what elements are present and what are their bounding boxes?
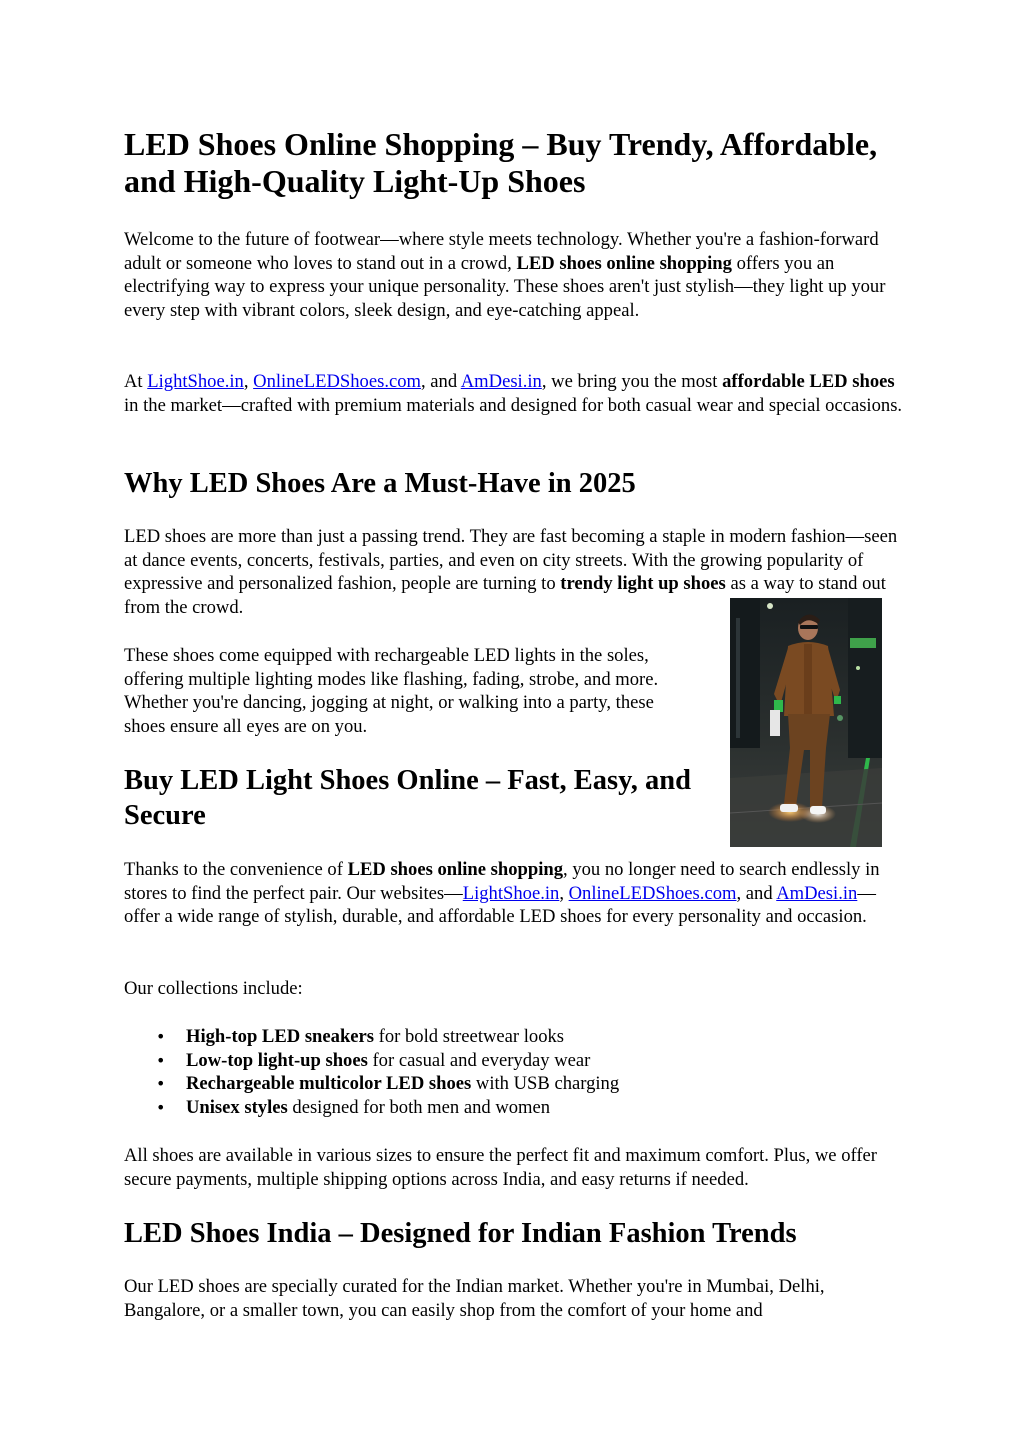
list-item-bold: Low-top light-up shoes: [186, 1049, 368, 1071]
onlineledshoes-link-2[interactable]: OnlineLEDShoes.com: [568, 882, 737, 904]
lightshoe-link-2[interactable]: LightShoe.in: [462, 882, 560, 904]
list-item-text: for casual and everyday wear: [367, 1049, 591, 1071]
why-text-2: as a way to stand out from the crowd.: [124, 573, 886, 619]
sites-text-3: , and: [420, 371, 461, 392]
list-item-bold: Rechargeable multicolor LED shoes: [186, 1073, 472, 1095]
sites-text-1: At: [124, 371, 148, 392]
sizes-paragraph: All shoes are available in various sizes to ensure the perfect fit and maximum comfort. Plus, we offer secure payments, multiple shipping options across India, and easy returns if needed.: [124, 1145, 877, 1190]
list-item-text: for bold streetwear looks: [374, 1026, 565, 1047]
sites-text-2: ,: [243, 371, 254, 392]
section-heading-india: LED Shoes India – Designed for Indian Fashion Trends: [124, 1218, 797, 1249]
page-title: LED Shoes Online Shopping – Buy Trendy, Affordable, and High-Quality Light-Up Shoes: [124, 126, 878, 199]
buy-text-1: Thanks to the convenience of: [124, 859, 348, 880]
section-heading-buy: Buy LED Light Shoes Online – Fast, Easy, and Secure: [124, 765, 691, 831]
intro-bold: LED shoes online shopping: [516, 252, 732, 274]
buy-paragraph-1: [124, 858, 904, 929]
buy-text-4: , and: [736, 882, 777, 904]
intro-paragraph: [124, 228, 904, 323]
man-led-shoes-photo: [730, 598, 882, 847]
list-item-bold: Unisex styles: [186, 1096, 288, 1118]
section-heading-why: Why LED Shoes Are a Must-Have in 2025: [124, 468, 636, 499]
sites-paragraph: [124, 370, 904, 417]
lightshoe-link[interactable]: LightShoe.in: [147, 371, 244, 392]
list-item: [124, 1025, 904, 1049]
amdesi-link-2[interactable]: AmDesi.in: [776, 882, 858, 904]
list-item: [124, 1072, 904, 1096]
collections-intro: Our collections include:: [124, 978, 303, 999]
list-item-text: designed for both men and women: [287, 1096, 551, 1118]
why-text-1: LED shoes are more than just a passing trend. They are fast becoming a staple in modern fashion—seen at dance events, concerts, festivals, parties, and even on city streets. With the growing popularity of expressive and personalized fashion, people are turning to: [124, 526, 898, 595]
why-bold: trendy light up shoes: [560, 573, 726, 595]
amdesi-link[interactable]: AmDesi.in: [460, 371, 542, 392]
list-item: [124, 1049, 904, 1073]
onlineledshoes-link[interactable]: OnlineLEDShoes.com: [253, 371, 421, 392]
sites-text-4: , we bring you the most: [541, 371, 723, 392]
buy-text-3: ,: [559, 882, 569, 904]
list-item: [124, 1096, 904, 1120]
sites-text-5: in the market—crafted with premium materials and designed for both casual wear and special occasions.: [124, 394, 903, 416]
buy-text-2: , you no longer need to search endlessly in stores to find the perfect pair. Our websites—: [124, 859, 880, 904]
list-item-bold: High-top LED sneakers: [186, 1026, 375, 1047]
intro-text-1: Welcome to the future of footwear—where style meets technology. Whether you're a fashion-forward adult or someone who loves to stand out in a crowd,: [124, 229, 879, 274]
india-paragraph: Our LED shoes are specially curated for the Indian market. Whether you're in Mumbai, Delhi, Bangalore, or a smaller town, you can easily shop from the comfort of your home and: [124, 1276, 825, 1321]
collections-list: [124, 1025, 904, 1119]
intro-text-2: offers you an electrifying way to express your unique personality. These shoes aren't just stylish—they light up your every step with vibrant colors, sleek design, and eye-catching appeal.: [124, 252, 886, 322]
sites-bold: affordable LED shoes: [722, 371, 895, 392]
buy-bold: LED shoes online shopping: [347, 859, 564, 880]
why-paragraph-2: These shoes come equipped with rechargeable LED lights in the soles, offering multiple lighting modes like flashing, fading, strobe, and more. Whether you're dancing, jogging at night, or walking into a party, these shoes ensure all eyes are on you.: [124, 645, 659, 738]
buy-text-5: —offer a wide range of stylish, durable, and affordable LED shoes for every personality and occasion.: [124, 882, 876, 928]
list-item-text: with USB charging: [471, 1073, 620, 1095]
